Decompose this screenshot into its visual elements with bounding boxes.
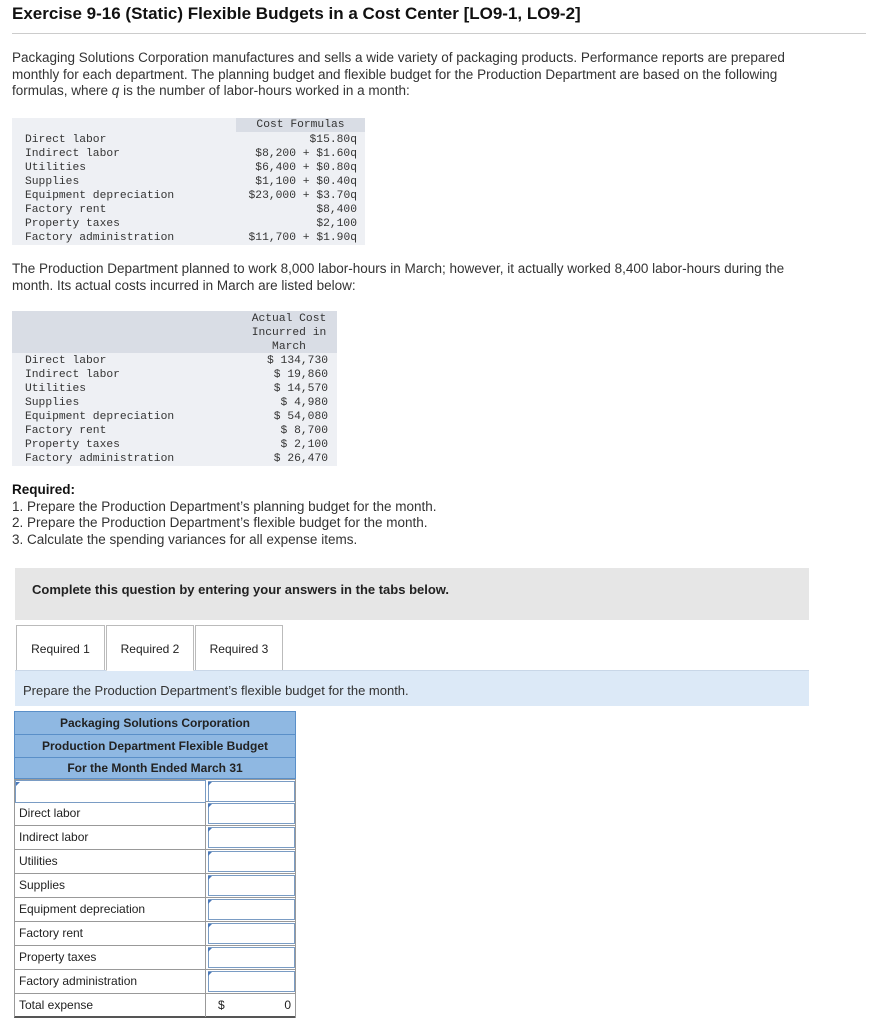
- actual-costs-labels: [25, 354, 174, 466]
- dropdown-indicator-icon: [208, 876, 212, 880]
- table-row: [14, 802, 295, 826]
- cost-label: Property taxes: [25, 218, 120, 230]
- banner-text: Complete this question by entering your answers in the tabs below.: [32, 582, 450, 597]
- total-value: 0: [284, 998, 291, 1012]
- actual-label: Supplies: [25, 397, 80, 409]
- dropdown-indicator-icon: [208, 972, 212, 976]
- actual-value: $ 2,100: [280, 439, 328, 451]
- cost-formula: $15.80q: [309, 134, 357, 146]
- table-row: [14, 779, 295, 802]
- property-taxes-input[interactable]: [208, 947, 295, 968]
- actual-label: Factory administration: [25, 453, 175, 465]
- actual-value: $ 19,860: [273, 369, 328, 381]
- row-label: Factory administration: [15, 970, 206, 993]
- report-name: Production Department Flexible Budget: [15, 735, 295, 758]
- cost-label: Direct labor: [25, 134, 107, 146]
- row-label: Equipment depreciation: [15, 898, 206, 921]
- actual-label: Equipment depreciation: [25, 411, 175, 423]
- required-item: 2. Prepare the Production Department’s flexible budget for the month.: [12, 515, 428, 530]
- row-label: Supplies: [15, 874, 206, 897]
- table-row: [14, 826, 295, 850]
- cost-formulas-header: Cost Formulas: [256, 119, 345, 131]
- row-label: Factory rent: [15, 922, 206, 945]
- header-line: March: [272, 341, 306, 353]
- report-period: For the Month Ended March 31: [67, 761, 243, 775]
- intro-line: formulas, where q is the number of labor-hours worked in a month:: [12, 83, 410, 98]
- label-input[interactable]: [15, 780, 206, 803]
- flexible-budget-header: [14, 711, 296, 779]
- actual-value: $ 26,470: [273, 453, 328, 465]
- dropdown-indicator-icon: [208, 804, 212, 808]
- page-title: Exercise 9-16 (Static) Flexible Budgets in a Cost Center [LO9-1, LO9-2]: [12, 4, 581, 23]
- cost-label: Supplies: [25, 176, 80, 188]
- tab-instruction: Prepare the Production Department’s flexible budget for the month.: [23, 683, 409, 698]
- cost-label: Equipment depreciation: [25, 190, 175, 202]
- dropdown-indicator-icon: [208, 924, 212, 928]
- actual-label: Direct labor: [25, 355, 107, 367]
- row-label: Utilities: [15, 850, 206, 873]
- required-item: 1. Prepare the Production Department’s planning budget for the month.: [12, 498, 437, 514]
- tab-instruction-panel: [15, 670, 809, 706]
- dropdown-indicator-icon: [208, 948, 212, 952]
- required-section: [12, 482, 437, 548]
- total-label: Total expense: [15, 994, 206, 1017]
- cost-label: Utilities: [25, 162, 87, 174]
- dropdown-indicator-icon: [208, 900, 212, 904]
- tab-required-2[interactable]: Required 2: [106, 625, 194, 671]
- cost-formulas-labels: [25, 133, 174, 245]
- cost-formula: $2,100: [316, 218, 357, 230]
- table-row: [14, 970, 295, 994]
- actual-value: $ 8,700: [280, 425, 328, 437]
- cost-formula: $6,400 + $0.80q: [255, 162, 357, 174]
- supplies-input[interactable]: [208, 875, 295, 896]
- flexible-budget-table: [14, 711, 296, 1018]
- actual-label: Utilities: [25, 383, 87, 395]
- factory-administration-input[interactable]: [208, 971, 295, 992]
- cost-formula: $23,000 + $3.70q: [248, 190, 357, 202]
- actual-value: $ 54,080: [273, 411, 328, 423]
- factory-rent-input[interactable]: [208, 923, 295, 944]
- required-item: 3. Calculate the spending variances for all expense items.: [12, 531, 358, 547]
- cost-label: Factory rent: [25, 204, 107, 216]
- equipment-depreciation-input[interactable]: [208, 899, 295, 920]
- table-row: [14, 850, 295, 874]
- amount-input[interactable]: [208, 781, 295, 802]
- required-heading: Required:: [12, 482, 76, 497]
- table-row: [14, 874, 295, 898]
- row-label: Property taxes: [15, 946, 206, 969]
- title-divider: [12, 33, 866, 34]
- actual-value: $ 134,730: [266, 355, 328, 367]
- intro-line: Packaging Solutions Corporation manufactures and sells a wide variety of packaging products. Performance reports are prepared: [12, 50, 785, 65]
- tab-required-3[interactable]: Required 3: [195, 625, 283, 671]
- actual-value: $ 4,980: [280, 397, 328, 409]
- actual-label: Property taxes: [25, 439, 120, 451]
- total-currency: $: [218, 998, 225, 1012]
- cost-formula: $8,200 + $1.60q: [255, 148, 357, 160]
- indirect-labor-input[interactable]: [208, 827, 295, 848]
- cost-label: Factory administration: [25, 232, 175, 244]
- middle-line: The Production Department planned to work 8,000 labor-hours in March; however, it actually worked 8,400 labor-hours during the: [12, 261, 785, 276]
- table-row: [14, 898, 295, 922]
- total-cell: [208, 994, 296, 1017]
- direct-labor-input[interactable]: [208, 803, 295, 824]
- cost-formula: $11,700 + $1.90q: [248, 232, 357, 244]
- utilities-input[interactable]: [208, 851, 295, 872]
- actual-value: $ 14,570: [273, 383, 328, 395]
- middle-paragraph: [12, 261, 784, 294]
- row-label: Indirect labor: [15, 826, 206, 849]
- company-name: Packaging Solutions Corporation: [15, 712, 295, 735]
- table-row: [14, 922, 295, 946]
- dropdown-indicator-icon: [208, 828, 212, 832]
- table-row: [14, 946, 295, 970]
- total-row: [14, 994, 295, 1018]
- actual-costs-header: [243, 312, 335, 354]
- dropdown-indicator-icon: [208, 782, 212, 786]
- tab-required-1[interactable]: Required 1: [16, 625, 105, 671]
- cost-formula: $8,400: [316, 204, 357, 216]
- header-line: Incurred in: [251, 327, 327, 339]
- header-line: Actual Cost: [251, 313, 327, 325]
- instructions-banner: [15, 568, 809, 620]
- middle-line: month. Its actual costs incurred in March are listed below:: [12, 277, 356, 293]
- dropdown-indicator-icon: [208, 852, 212, 856]
- actual-label: Indirect labor: [25, 369, 120, 381]
- intro-paragraph: [12, 50, 785, 100]
- intro-line: monthly for each department. The planning budget and flexible budget for the Production Department are based on the following: [12, 66, 778, 82]
- cost-label: Indirect labor: [25, 148, 120, 160]
- cost-formula: $1,100 + $0.40q: [255, 176, 357, 188]
- cost-formulas-values: [220, 133, 357, 245]
- row-label: Direct labor: [15, 802, 206, 825]
- actual-costs-values: [240, 354, 328, 466]
- actual-label: Factory rent: [25, 425, 107, 437]
- dropdown-indicator-icon: [16, 782, 20, 786]
